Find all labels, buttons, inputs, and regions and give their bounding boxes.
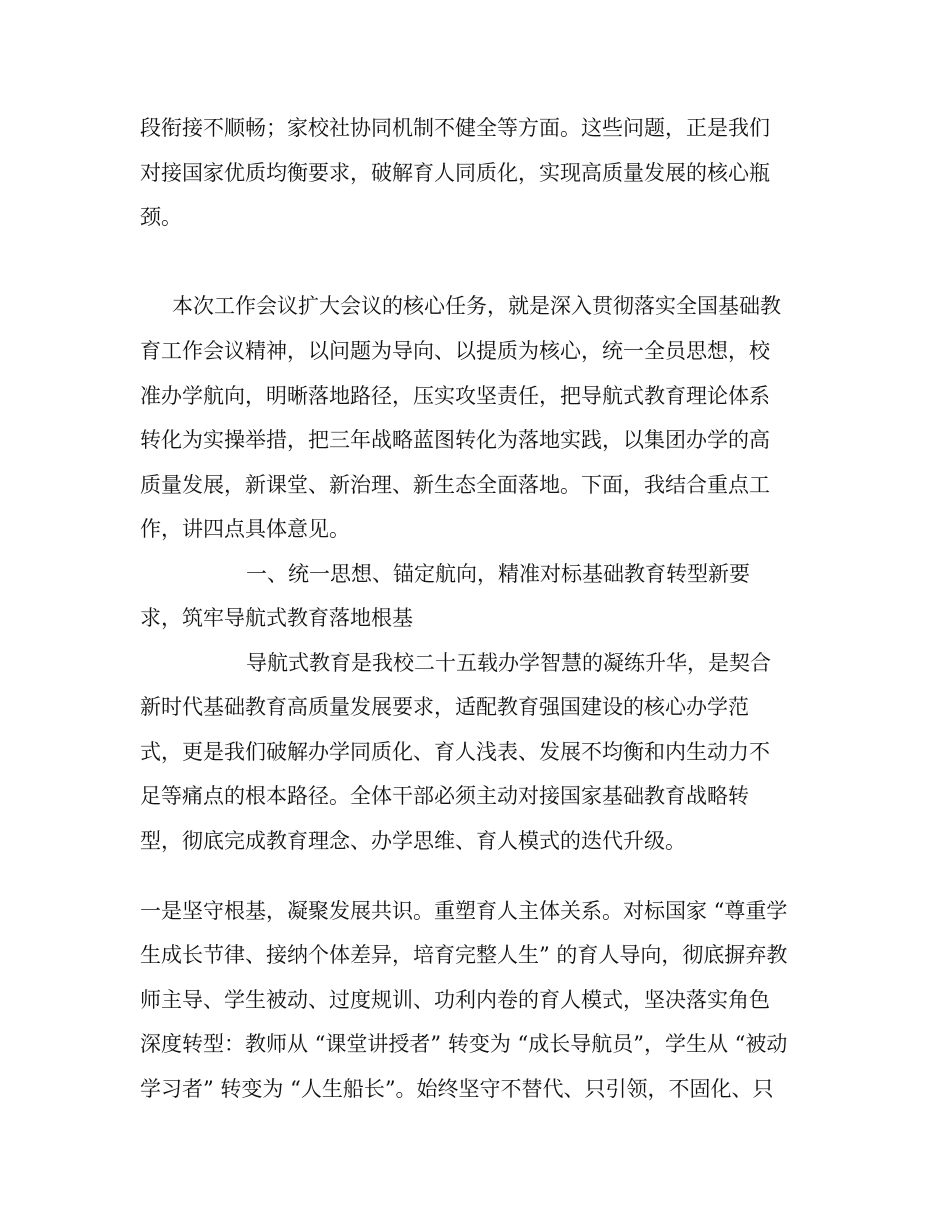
paragraph-first-line: 本次工作会议扩大会议的核心任务，就是深入贯彻落实全国基础教 bbox=[172, 294, 781, 318]
text-line: 学习者” 转变为 “人生船长”。始终坚守不替代、只引领，不固化、只 bbox=[140, 1077, 774, 1101]
text-line: 育工作会议精神，以问题为导向、以提质为核心，统一全员思想，校 bbox=[140, 339, 770, 363]
paragraph-first-line: 一是坚守根基，凝聚发展共识。重塑育人主体关系。对标国家 “尊重学 bbox=[140, 899, 788, 923]
text-line: 转化为实操举措，把三年战略蓝图转化为落地实践，以集团办学的高 bbox=[140, 428, 770, 452]
section-heading-continued: 求，筑牢导航式教育落地根基 bbox=[140, 606, 413, 630]
text-line: 作，讲四点具体意见。 bbox=[140, 517, 350, 541]
text-line: 对接国家优质均衡要求，破解育人同质化，实现高质量发展的核心瓶 bbox=[140, 161, 770, 185]
text-line: 足等痛点的根本路径。全体干部必须主动对接国家基础教育战略转 bbox=[140, 784, 749, 808]
section-heading: 一、统一思想、锚定航向，精准对标基础教育转型新要 bbox=[246, 562, 750, 586]
text-line: 新时代基础教育高质量发展要求，适配教育强国建设的核心办学范 bbox=[140, 695, 749, 719]
paragraph-first-line: 导航式教育是我校二十五载办学智慧的凝练升华，是契合 bbox=[246, 651, 771, 675]
text-line: 颈。 bbox=[140, 205, 182, 229]
text-line: 段衔接不顺畅；家校社协同机制不健全等方面。这些问题，正是我们 bbox=[140, 116, 770, 140]
text-line: 生成长节律、接纳个体差异，培育完整人生” 的育人导向，彻底摒弃教 bbox=[140, 943, 788, 967]
text-line: 深度转型：教师从 “课堂讲授者” 转变为 “成长导航员”，学生从 “被动 bbox=[140, 1032, 788, 1056]
text-line: 质量发展，新课堂、新治理、新生态全面落地。下面，我结合重点工 bbox=[140, 473, 770, 497]
text-line: 式，更是我们破解办学同质化、育人浅表、发展不均衡和内生动力不 bbox=[140, 740, 770, 764]
text-line: 准办学航向，明晰落地路径，压实攻坚责任，把导航式教育理论体系 bbox=[140, 384, 770, 408]
text-line: 师主导、学生被动、过度规训、功利内卷的育人模式，坚决落实角色 bbox=[140, 988, 770, 1012]
text-line: 型，彻底完成教育理念、办学思维、育人模式的迭代升级。 bbox=[140, 829, 686, 853]
